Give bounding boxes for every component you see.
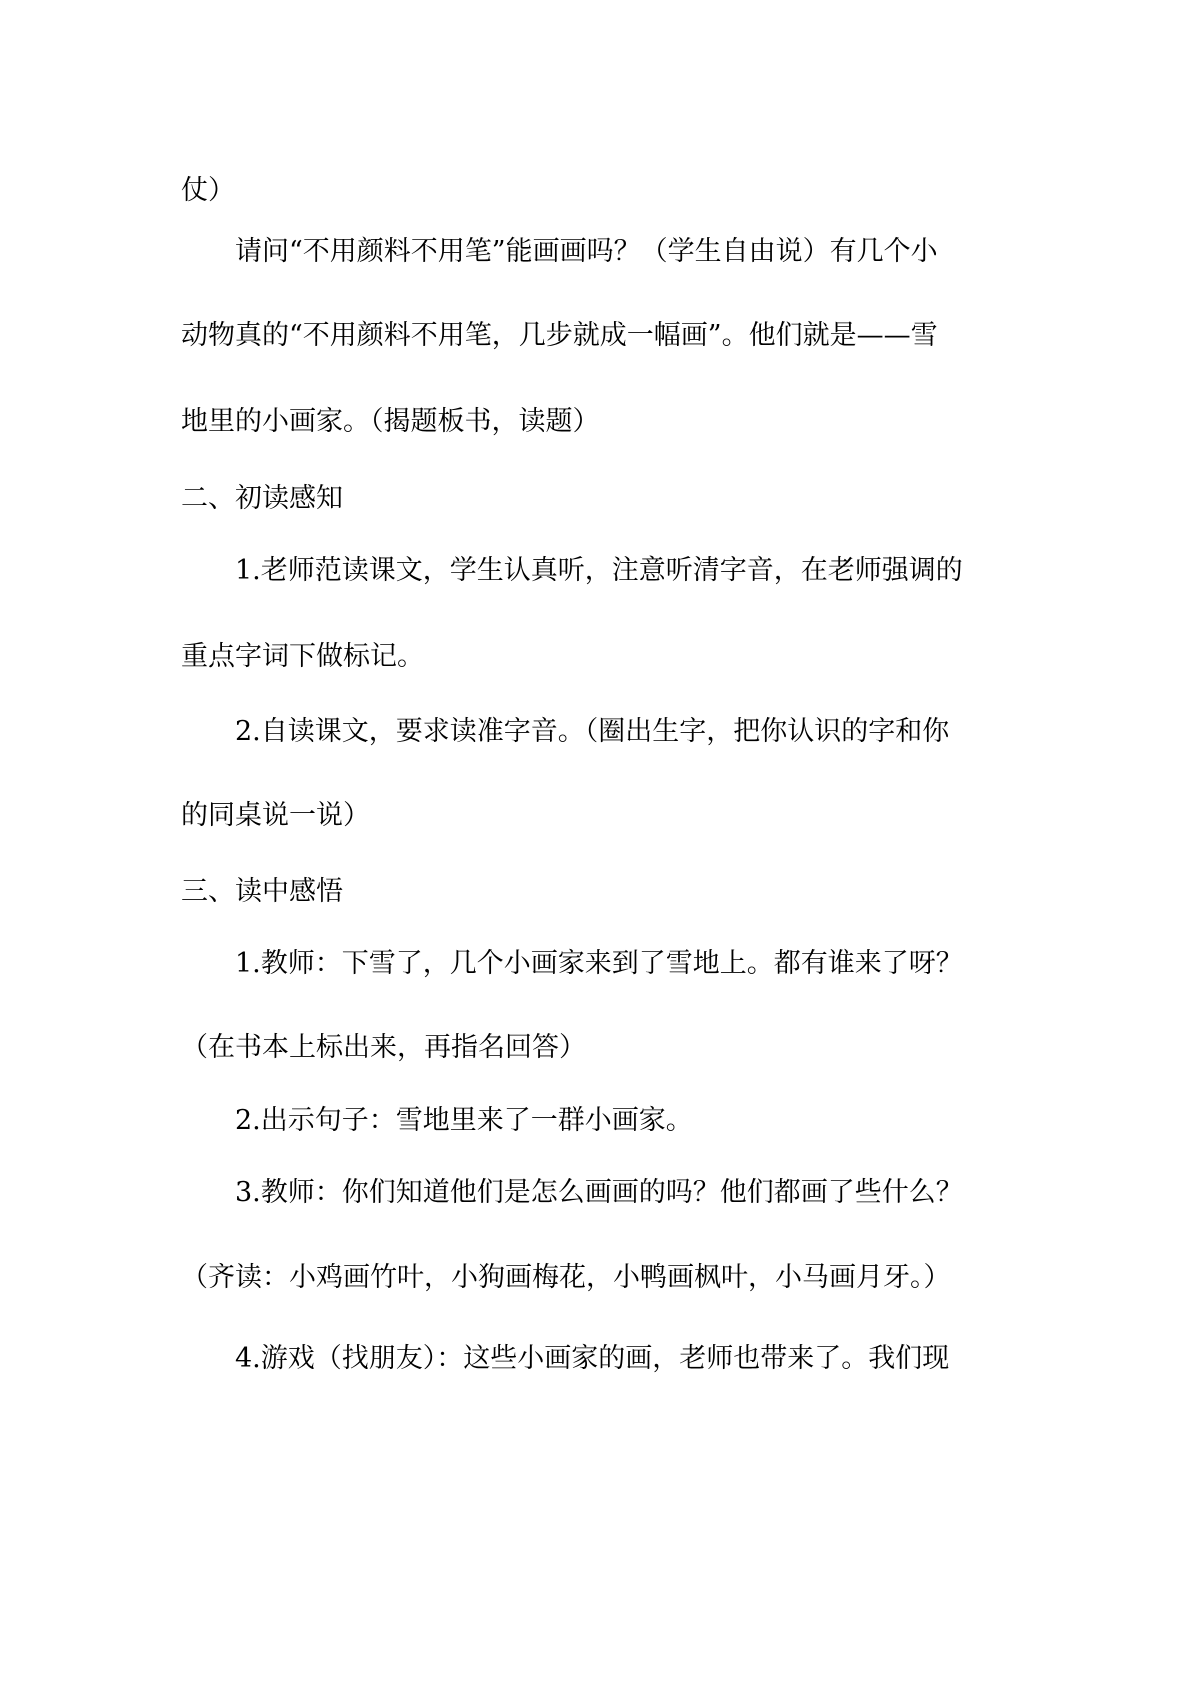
list-item: 1.老师范读课文，学生认真听，注意听清字音，在老师强调的: [235, 555, 963, 586]
list-item: 3.教师：你们知道他们是怎么画画的吗？他们都画了些什么？: [235, 1177, 963, 1208]
list-item: 1.教师：下雪了，几个小画家来到了雪地上。都有谁来了呀？: [235, 948, 963, 979]
text-line: 地里的小画家。（揭题板书，读题）: [181, 406, 600, 437]
text-line: 重点字词下做标记。: [181, 641, 424, 672]
text-line: 仗）: [181, 175, 235, 206]
paragraph-line: 请问“不用颜料不用笔”能画画吗？（学生自由说）有几个小: [235, 236, 938, 267]
section-heading: 二、初读感知: [181, 483, 343, 514]
text-line: 动物真的“不用颜料不用笔，几步就成一幅画”。他们就是——雪: [181, 320, 938, 351]
text-line: （在书本上标出来，再指名回答）: [181, 1032, 586, 1063]
list-item: 2.出示句子：雪地里来了一群小画家。: [235, 1105, 693, 1136]
list-item: 4.游戏（找朋友）：这些小画家的画，老师也带来了。我们现: [235, 1343, 950, 1374]
section-heading: 三、读中感悟: [181, 876, 343, 907]
text-line: （齐读：小鸡画竹叶，小狗画梅花，小鸭画枫叶，小马画月牙。）: [181, 1262, 951, 1293]
text-line: 的同桌说一说）: [181, 800, 370, 831]
list-item: 2.自读课文，要求读准字音。（圈出生字，把你认识的字和你: [235, 716, 950, 747]
